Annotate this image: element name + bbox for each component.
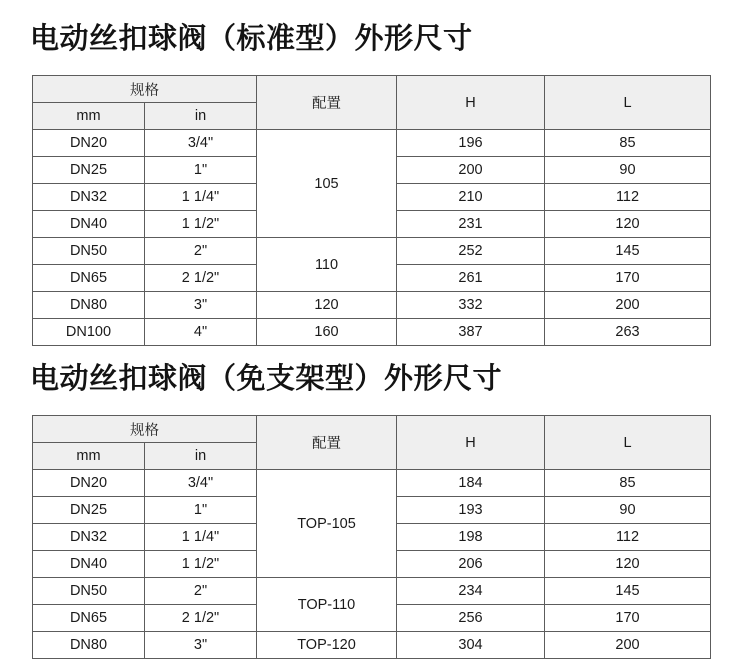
- cell-l: 200: [545, 292, 711, 319]
- cell-l: 263: [545, 319, 711, 346]
- cell-l: 145: [545, 578, 711, 605]
- header-mm: mm: [33, 443, 145, 470]
- cell-mm: DN50: [33, 578, 145, 605]
- section-bracketless-type: [0, 340, 741, 659]
- cell-l: 120: [545, 211, 711, 238]
- cell-h: 206: [397, 551, 545, 578]
- header-h: H: [397, 76, 545, 130]
- cell-h: 252: [397, 238, 545, 265]
- cell-in: 1 1/4": [145, 184, 257, 211]
- cell-config: 120: [257, 292, 397, 319]
- cell-h: 332: [397, 292, 545, 319]
- page-title-bracketless: 电动丝扣球阀（免支架型）外形尺寸: [30, 363, 503, 395]
- header-mm: mm: [33, 103, 145, 130]
- cell-config: 110: [257, 238, 397, 292]
- cell-l: 112: [545, 184, 711, 211]
- cell-config: 105: [257, 130, 397, 238]
- dimension-table-standard: [32, 75, 711, 346]
- dimension-table-bracketless: [32, 415, 711, 659]
- cell-h: 184: [397, 470, 545, 497]
- table-header-bracketless: [33, 416, 711, 470]
- cell-mm: DN80: [33, 632, 145, 659]
- cell-h: 261: [397, 265, 545, 292]
- header-spec-group: 规格: [33, 416, 257, 443]
- cell-h: 193: [397, 497, 545, 524]
- header-spec-group: 规格: [33, 76, 257, 103]
- table-row: [33, 578, 711, 605]
- cell-mm: DN80: [33, 292, 145, 319]
- cell-l: 112: [545, 524, 711, 551]
- table-row: [33, 632, 711, 659]
- cell-in: 1 1/4": [145, 524, 257, 551]
- page-title-standard: 电动丝扣球阀（标准型）外形尺寸: [30, 23, 473, 55]
- header-in: in: [145, 443, 257, 470]
- cell-config: TOP-120: [257, 632, 397, 659]
- cell-mm: DN65: [33, 265, 145, 292]
- cell-l: 170: [545, 605, 711, 632]
- header-l: L: [545, 416, 711, 470]
- cell-mm: DN50: [33, 238, 145, 265]
- cell-mm: DN32: [33, 184, 145, 211]
- cell-h: 304: [397, 632, 545, 659]
- cell-h: 387: [397, 319, 545, 346]
- cell-l: 85: [545, 470, 711, 497]
- cell-l: 90: [545, 157, 711, 184]
- cell-mm: DN32: [33, 524, 145, 551]
- cell-in: 2": [145, 238, 257, 265]
- cell-mm: DN25: [33, 497, 145, 524]
- table-body-standard: [33, 130, 711, 346]
- table-header-row-top: [33, 76, 711, 103]
- table-row: [33, 470, 711, 497]
- cell-h: 234: [397, 578, 545, 605]
- cell-mm: DN65: [33, 605, 145, 632]
- cell-h: 196: [397, 130, 545, 157]
- cell-h: 231: [397, 211, 545, 238]
- cell-mm: DN20: [33, 470, 145, 497]
- header-in: in: [145, 103, 257, 130]
- cell-l: 170: [545, 265, 711, 292]
- cell-l: 120: [545, 551, 711, 578]
- cell-in: 1 1/2": [145, 211, 257, 238]
- cell-in: 2": [145, 578, 257, 605]
- header-h: H: [397, 416, 545, 470]
- header-config: 配置: [257, 416, 397, 470]
- table-row: [33, 238, 711, 265]
- cell-in: 3": [145, 292, 257, 319]
- cell-l: 90: [545, 497, 711, 524]
- table-row: [33, 292, 711, 319]
- table-row: [33, 130, 711, 157]
- cell-in: 1 1/2": [145, 551, 257, 578]
- cell-in: 3": [145, 632, 257, 659]
- header-l: L: [545, 76, 711, 130]
- cell-in: 1": [145, 497, 257, 524]
- table-header-standard: [33, 76, 711, 130]
- cell-in: 3/4": [145, 130, 257, 157]
- header-config: 配置: [257, 76, 397, 130]
- cell-mm: DN25: [33, 157, 145, 184]
- cell-l: 200: [545, 632, 711, 659]
- cell-mm: DN100: [33, 319, 145, 346]
- cell-in: 2 1/2": [145, 605, 257, 632]
- cell-config: TOP-110: [257, 578, 397, 632]
- cell-mm: DN20: [33, 130, 145, 157]
- cell-in: 4": [145, 319, 257, 346]
- cell-mm: DN40: [33, 211, 145, 238]
- cell-config: TOP-105: [257, 470, 397, 578]
- cell-mm: DN40: [33, 551, 145, 578]
- table-wrapper-bracketless: [0, 397, 741, 659]
- cell-config: 160: [257, 319, 397, 346]
- table-body-bracketless: [33, 470, 711, 659]
- table-wrapper-standard: [0, 57, 741, 346]
- cell-h: 198: [397, 524, 545, 551]
- cell-in: 3/4": [145, 470, 257, 497]
- table-header-row-top: [33, 416, 711, 443]
- cell-in: 1": [145, 157, 257, 184]
- cell-h: 210: [397, 184, 545, 211]
- cell-h: 200: [397, 157, 545, 184]
- cell-h: 256: [397, 605, 545, 632]
- cell-l: 145: [545, 238, 711, 265]
- cell-l: 85: [545, 130, 711, 157]
- cell-in: 2 1/2": [145, 265, 257, 292]
